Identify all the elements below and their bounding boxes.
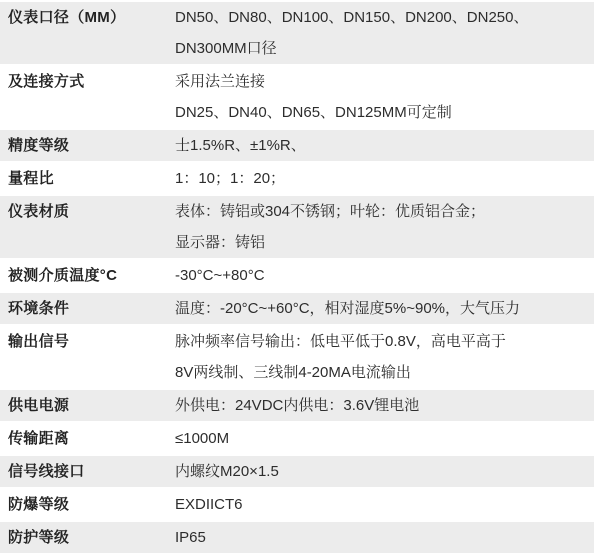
- spec-row-output-signal: [0, 326, 594, 390]
- spec-value-line: 内螺纹M20×1.5: [175, 463, 279, 480]
- spec-value-line: 1：10；1：20；: [175, 170, 286, 187]
- spec-row-turndown-ratio: [0, 163, 594, 196]
- spec-value: [175, 522, 594, 553]
- spec-label: 及连接方式: [8, 73, 85, 90]
- spec-row-meter-material: [0, 196, 594, 260]
- spec-value-line: 采用法兰连接: [175, 73, 266, 90]
- spec-row-environment-conditions: [0, 293, 594, 326]
- spec-value-line: DN25、DN40、DN65、DN125MM可定制: [175, 104, 452, 121]
- spec-value: [175, 163, 594, 194]
- spec-row-medium-temperature: [0, 260, 594, 293]
- spec-value: [175, 260, 594, 291]
- spec-label: 防护等级: [8, 529, 70, 546]
- spec-value-line: 温度：-20°C~+60°C，相对湿度5%~90%，大气压力: [175, 300, 521, 317]
- spec-value: [175, 489, 594, 520]
- spec-value-line: 显示器：铸铝: [175, 234, 266, 251]
- spec-row-transmission-distance: [0, 423, 594, 456]
- spec-label: 传输距离: [8, 430, 70, 447]
- spec-value: [175, 423, 594, 454]
- spec-label: 输出信号: [8, 333, 70, 350]
- spec-value-line: DN300MM口径: [175, 40, 277, 57]
- spec-label: 信号线接口: [8, 463, 85, 480]
- spec-value-line: DN50、DN80、DN100、DN150、DN200、DN250、: [175, 9, 529, 26]
- spec-label: 精度等级: [8, 137, 70, 154]
- spec-value-line: IP65: [175, 529, 206, 546]
- spec-value-line: 表体：铸铝或304不锈钢；叶轮：优质铝合金；: [175, 203, 486, 220]
- spec-row-signal-line-interface: [0, 456, 594, 489]
- spec-row-accuracy-class: [0, 130, 594, 163]
- spec-value: [175, 456, 594, 487]
- spec-value: [175, 326, 594, 388]
- spec-value: [175, 196, 594, 258]
- spec-row-meter-diameter: [0, 2, 594, 66]
- spec-label: 被测介质温度°C: [8, 267, 118, 284]
- spec-value: [175, 293, 594, 324]
- spec-value: [175, 2, 594, 64]
- spec-row-connection-type: [0, 66, 594, 130]
- spec-row-power-supply: [0, 390, 594, 423]
- spec-row-protection-grade: [0, 522, 594, 555]
- spec-value-line: 8V两线制、三线制4-20MA电流输出: [175, 364, 411, 381]
- spec-value-line: 外供电：24VDC内供电：3.6V锂电池: [175, 397, 420, 414]
- spec-row-explosion-proof-grade: [0, 489, 594, 522]
- spec-label: 防爆等级: [8, 496, 70, 513]
- spec-value: [175, 130, 594, 161]
- spec-value-line: 士1.5%R、±1%R、: [175, 137, 306, 154]
- spec-label: 仪表材质: [8, 203, 70, 220]
- spec-value: [175, 390, 594, 421]
- spec-label: 供电电源: [8, 397, 70, 414]
- spec-value: [175, 66, 594, 128]
- spec-label: 环境条件: [8, 300, 70, 317]
- spec-label: 量程比: [8, 170, 54, 187]
- spec-value-line: EXDIICT6: [175, 496, 243, 513]
- spec-value-line: -30°C~+80°C: [175, 267, 265, 284]
- spec-value-line: ≤1000M: [175, 430, 230, 447]
- spec-label: 仪表口径（MM）: [8, 9, 126, 26]
- spec-value-line: 脉冲频率信号输出：低电平低于0.8V，高电平高于: [175, 333, 506, 350]
